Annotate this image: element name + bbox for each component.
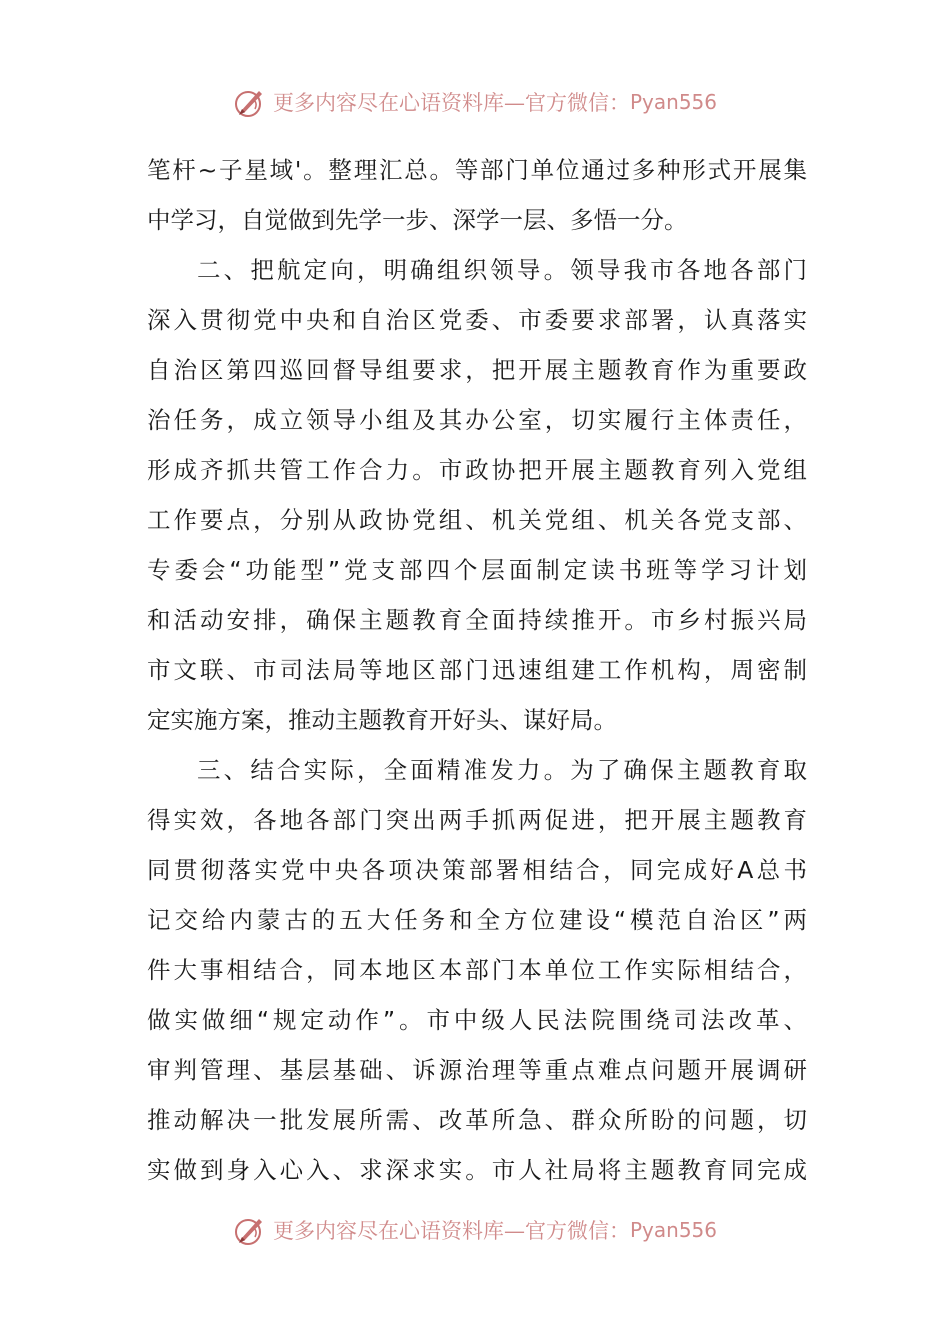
text-line: 得实效，各地各部门突出两手抓两促进，把开展主题教育 bbox=[147, 806, 807, 834]
text-line: 深入贯彻党中央和自治区党委、市委要求部署，认真落实 bbox=[147, 306, 807, 334]
document-body bbox=[147, 145, 807, 1195]
text-line: 治任务，成立领导小组及其办公室，切实履行主体责任， bbox=[147, 406, 807, 434]
text-line: 自治区第四巡回督导组要求，把开展主题教育作为重要政 bbox=[147, 356, 807, 384]
text-line: 形成齐抓共管工作合力。市政协把开展主题教育列入党组 bbox=[147, 456, 807, 484]
text-line: 推动解决一批发展所需、改革所急、群众所盼的问题，切 bbox=[147, 1106, 807, 1134]
text-line: 实做到身入心入、求深求实。市人社局将主题教育同完成 bbox=[147, 1156, 807, 1184]
text-line: 定实施方案，推动主题教育开好头、谋好局。 bbox=[147, 706, 617, 734]
text-line: 记交给内蒙古的五大任务和全方位建设“模范自治区”两 bbox=[147, 906, 807, 934]
text-line: 中学习，自觉做到先学一步、深学一层、多悟一分。 bbox=[147, 206, 688, 234]
text-line: 专委会“功能型”党支部四个层面制定读书班等学习计划 bbox=[147, 556, 807, 584]
text-line: 做实做细“规定动作”。市中级人民法院围绕司法改革、 bbox=[147, 1006, 807, 1034]
banner-text: 更多内容尽在心语资料库—官方微信： bbox=[272, 1219, 630, 1243]
text-line: 笔杆~子星域'。整理汇总。等部门单位通过多种形式开展集 bbox=[147, 156, 807, 184]
text-line: 市文联、市司法局等地区部门迅速组建工作机构，周密制 bbox=[147, 656, 807, 684]
paragraph-heading-line: 二、把航定向，明确组织领导。领导我市各地各部门 bbox=[197, 256, 807, 284]
banner-text: 更多内容尽在心语资料库—官方微信： bbox=[272, 91, 630, 115]
header-banner bbox=[0, 82, 950, 122]
text-line: 同贯彻落实党中央各项决策部署相结合，同完成好A总书 bbox=[147, 856, 807, 884]
text-line: 审判管理、基层基础、诉源治理等重点难点问题开展调研 bbox=[147, 1056, 807, 1084]
text-line: 件大事相结合，同本地区本部门本单位工作实际相结合， bbox=[147, 956, 807, 984]
banner-account: Pyan556 bbox=[629, 1218, 717, 1242]
paragraph-heading-line: 三、结合实际，全面精准发力。为了确保主题教育取 bbox=[197, 756, 807, 784]
pen-quill-logo-icon bbox=[233, 1213, 267, 1247]
pen-quill-logo-icon bbox=[233, 85, 267, 119]
footer-banner bbox=[0, 1210, 950, 1250]
text-line: 工作要点，分别从政协党组、机关党组、机关各党支部、 bbox=[147, 506, 807, 534]
banner-account: Pyan556 bbox=[629, 90, 717, 114]
text-line: 和活动安排，确保主题教育全面持续推开。市乡村振兴局 bbox=[147, 606, 807, 634]
